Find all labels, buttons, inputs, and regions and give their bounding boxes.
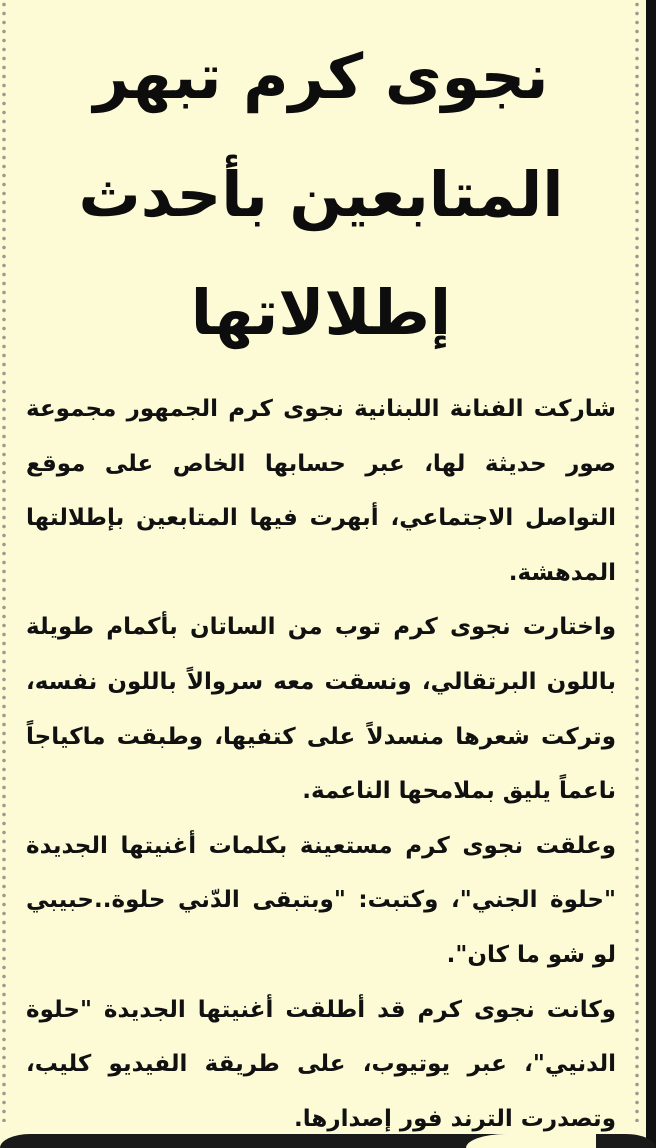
article-headline: نجوى كرم تبهر المتابعين بأحدث إطلالاتها [78, 40, 564, 349]
article [26, 18, 616, 1146]
article-paragraph-2: واختارت نجوى كرم توب من الساتان بأكمام طويلة باللون البرتقالي، ونسقت معه سروالاً باللون نفسه، وتركت شعرها منسدلاً على كتفيها، وطبقت ماكياجاً ناعماً يليق بملامحها الناعمة. [26, 614, 616, 805]
article-paragraph-1: شاركت الفنانة اللبنانية نجوى كرم الجمهور مجموعة صور حديثة لها، عبر حسابها الخاص على موقع التواصل الاجتماعي، أبهرت فيها المتابعين بإطلالتها المدهشة. [26, 396, 616, 586]
dotted-border-left [1, 0, 7, 1122]
bottom-border-curve [466, 1134, 596, 1148]
article-paragraph-3: وعلقت نجوى كرم مستعينة بكلمات أغنيتها الجديدة "حلوة الجني"، وكتبت: "وبتبقى الدّني حلوة..حبيبي لو شو ما كان". [26, 832, 616, 968]
article-paragraph-4: وكانت نجوى كرم قد أطلقت أغنيتها الجديدة "حلوة الدنيي"، عبر يوتيوب، على طريقة الفيديو كليب، وتصدرت الترند فور إصدارها. [26, 996, 616, 1132]
page-edge [646, 0, 656, 1148]
dotted-border-right [634, 0, 640, 1122]
article-body [26, 382, 616, 1146]
